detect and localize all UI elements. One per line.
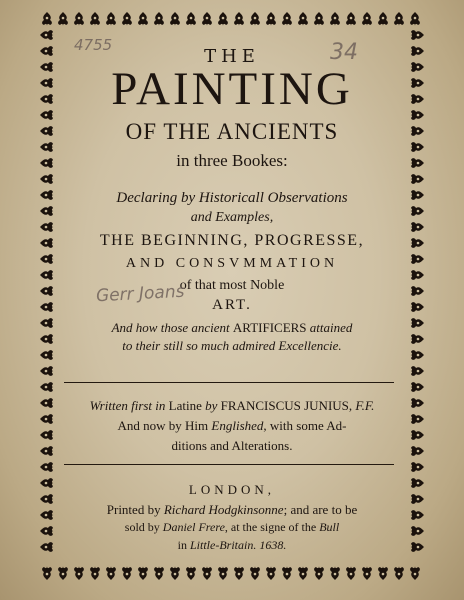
fleuron-ornament — [282, 12, 292, 26]
fleuron-ornament — [234, 12, 244, 26]
with-some: , with some Ad- — [263, 418, 347, 433]
fleuron-ornament — [42, 12, 52, 26]
fleuron-ornament — [40, 366, 54, 376]
fleuron-ornament — [298, 12, 308, 26]
author-line — [0, 398, 464, 414]
fleuron-ornament — [362, 12, 372, 26]
fleuron-ornament — [202, 566, 212, 580]
author-name: FRANCISCUS JUNIUS, — [217, 398, 356, 413]
latine: Latine — [165, 398, 206, 413]
fleuron-ornament — [40, 462, 54, 472]
handwritten-signature: Gerr Joans — [95, 281, 185, 307]
fleuron-ornament — [74, 566, 84, 580]
bull: Bull — [319, 520, 340, 534]
fleuron-ornament — [186, 566, 196, 580]
fleuron-ornament — [394, 566, 404, 580]
fleuron-ornament — [410, 12, 420, 26]
fleuron-ornament — [58, 12, 68, 26]
fleuron-ornament — [170, 566, 180, 580]
translator-line — [0, 418, 464, 434]
title-of-the-ancients: OF THE ANCIENTS — [125, 119, 339, 144]
fleuron-ornament — [346, 566, 356, 580]
written-first: Written first in — [89, 398, 166, 413]
fleuron-ornament — [410, 366, 424, 376]
fleuron-ornament — [378, 566, 388, 580]
fleuron-ornament — [138, 12, 148, 26]
fleuron-ornament — [314, 566, 324, 580]
imprint-location-line — [0, 538, 464, 553]
fleuron-ornament — [218, 12, 228, 26]
fleuron-ornament — [42, 566, 52, 580]
fleuron-ornament — [410, 566, 420, 580]
fleuron-ornament — [410, 382, 424, 392]
fleuron-ornament — [170, 12, 180, 26]
subtitle-noble: of that most Noble — [179, 278, 285, 293]
sold-by: sold by — [124, 520, 163, 534]
fleuron-ornament — [106, 566, 116, 580]
subtitle-examples: and Examples, — [190, 210, 274, 225]
divider-upper — [64, 382, 394, 383]
fleuron-ornament — [90, 566, 100, 580]
and-are: ; and are to be — [283, 502, 358, 517]
fleuron-ornament — [250, 12, 260, 26]
fleuron-ornament — [282, 566, 292, 580]
fleuron-ornament — [40, 174, 54, 184]
fleuron-ornament — [266, 12, 276, 26]
imprint-seller-line — [0, 520, 464, 535]
little-britain: Little-Britain. — [190, 538, 257, 552]
author-ff: F.F. — [355, 398, 375, 413]
subtitle-art: ART. — [212, 297, 252, 313]
fleuron-ornament — [410, 30, 424, 40]
subtitle-declaring: Declaring by Historicall Observations — [116, 190, 348, 206]
fleuron-ornament — [122, 566, 132, 580]
printer-name: Richard Hodgkinsonne — [163, 502, 284, 517]
artificers-word: ARTIFICERS — [232, 320, 307, 335]
divider-lower — [64, 464, 394, 465]
englished: Englished — [211, 418, 264, 433]
fleuron-ornament — [106, 12, 116, 26]
fleuron-ornament — [330, 12, 340, 26]
title-in-three-bookes: in three Bookes: — [176, 151, 288, 170]
fleuron-ornament — [74, 12, 84, 26]
fleuron-ornament — [234, 566, 244, 580]
subtitle-excellencie: to their still so much admired Excellencie. — [122, 338, 342, 353]
fleuron-ornament — [250, 566, 260, 580]
fleuron-ornament — [218, 566, 228, 580]
handwritten-number: 4755 — [74, 36, 113, 54]
fleuron-ornament — [202, 12, 212, 26]
imprint-printer-line — [0, 502, 464, 518]
fleuron-ornament — [154, 566, 164, 580]
subtitle-consummation: AND CONSVMMATION — [125, 256, 339, 271]
printed-by: Printed by — [106, 502, 164, 517]
fleuron-ornament — [122, 12, 132, 26]
year: 1638. — [256, 538, 287, 552]
handwritten-shelfmark: 34 — [330, 40, 358, 65]
additions-line: ditions and Alterations. — [171, 438, 293, 453]
fleuron-ornament — [90, 12, 100, 26]
fleuron-ornament — [298, 566, 308, 580]
title-painting: PAINTING — [111, 63, 353, 115]
in: in — [177, 538, 190, 552]
title-the: THE — [204, 46, 260, 67]
fleuron-ornament — [362, 566, 372, 580]
fleuron-ornament — [266, 566, 276, 580]
fleuron-ornament — [410, 462, 424, 472]
fleuron-ornament — [394, 12, 404, 26]
subtitle-artificers-line — [0, 320, 464, 336]
fleuron-ornament — [330, 566, 340, 580]
fleuron-ornament — [346, 12, 356, 26]
subtitle-beginning: THE BEGINNING, PROGRESSE, — [99, 232, 365, 249]
fleuron-ornament — [186, 12, 196, 26]
how-part1: And how those ancient — [111, 320, 233, 335]
fleuron-ornament — [40, 382, 54, 392]
imprint-london: LONDON, — [188, 482, 276, 497]
by: by — [205, 398, 218, 413]
fleuron-ornament — [154, 12, 164, 26]
fleuron-ornament — [58, 566, 68, 580]
fleuron-ornament — [314, 12, 324, 26]
fleuron-ornament — [410, 174, 424, 184]
how-part2: attained — [306, 320, 353, 335]
seller-name: Daniel Frere — [162, 520, 225, 534]
fleuron-ornament — [40, 30, 54, 40]
at-sign: , at the signe of the — [224, 520, 320, 534]
fleuron-ornament — [138, 566, 148, 580]
now-by: And now by Him — [117, 418, 212, 433]
fleuron-ornament — [378, 12, 388, 26]
